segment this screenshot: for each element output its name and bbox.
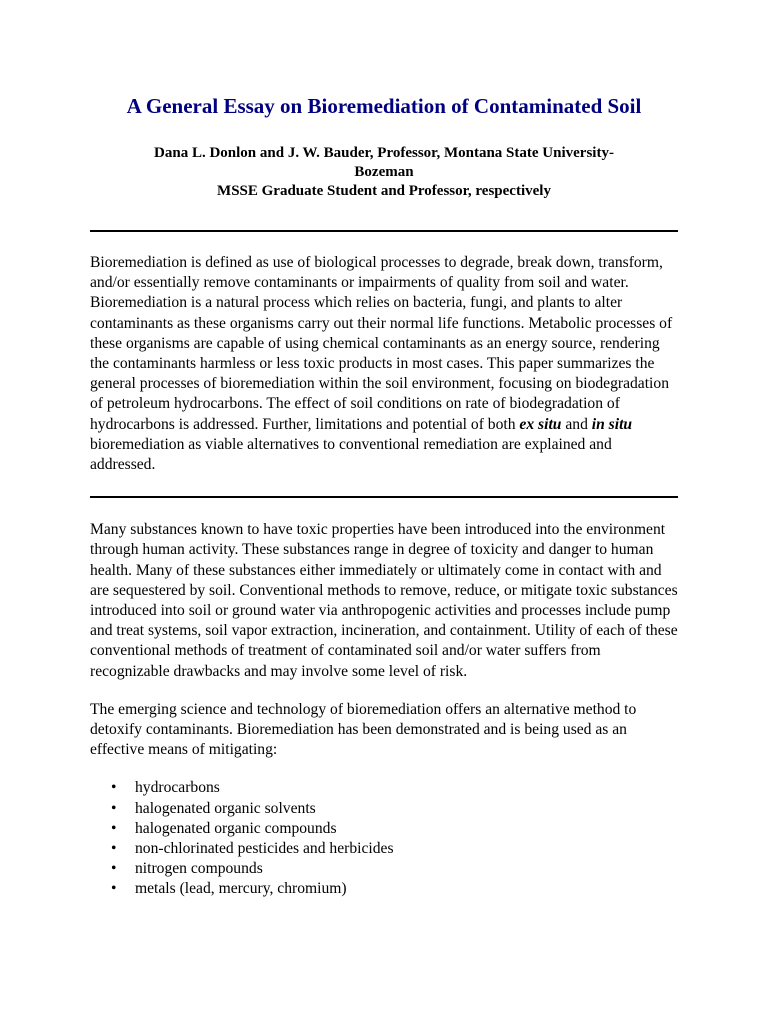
bullet-glyph: • xyxy=(111,860,117,878)
list-item xyxy=(111,839,678,859)
bullet-glyph: • xyxy=(111,880,117,898)
bullet-glyph: • xyxy=(111,799,117,817)
ex-situ-term: ex situ xyxy=(519,415,562,433)
abstract-text-end: bioremediation as viable alternatives to conventional remediation are explained and addressed. xyxy=(90,435,612,474)
bullet-glyph: • xyxy=(111,779,117,797)
list-item-text: halogenated organic compounds xyxy=(135,819,337,837)
list-item xyxy=(111,778,678,798)
intro-paragraph: Many substances known to have toxic properties have been introduced into the environment through human activity. These substances range in degree of toxicity and danger to human health. Many of these substances either immediately or ultimately come in contact with and are sequestered by soil. Conventional methods to remove, reduce, or mitigate toxic substances introduced into soil or ground water via anthropogenic activities and processes include pump and treat systems, soil vapor extraction, incineration, and containment. Utility of each of these conventional methods of treatment of contaminated soil and/or water suffers from recognizable drawbacks and may involve some level of risk. xyxy=(90,521,678,680)
list-item xyxy=(111,879,678,899)
list-item xyxy=(111,859,678,879)
authors-affiliation: MSSE Graduate Student and Professor, respectively xyxy=(217,183,551,199)
abstract-paragraph xyxy=(90,253,678,475)
abstract-and: and xyxy=(561,415,592,433)
list-item-text: halogenated organic solvents xyxy=(135,799,316,817)
contaminant-list xyxy=(90,778,678,899)
abstract-text: Bioremediation is defined as use of biological processes to degrade, break down, transform, and/or essentially remove contaminants or impairments of quality from soil and water. Bioremediation is a natural process which relies on bacteria, fungi, and plants to alter contaminants as these organisms carry out their normal life functions. Metabolic processes of these organisms are capable of using chemical contaminants as an energy source, rendering the contaminants harmless or less toxic products in most cases. This paper summarizes the general processes of bioremediation within the soil environment, focusing on biodegradation of petroleum hydrocarbons. The effect of soil conditions on rate of biodegradation of hydrocarbons is addressed. Further, limitations and potential of both xyxy=(90,254,673,433)
bullet-glyph: • xyxy=(111,819,117,837)
in-situ-term: in situ xyxy=(591,415,633,433)
document-title: A General Essay on Bioremediation of Contaminated Soil xyxy=(126,94,642,118)
list-item xyxy=(111,799,678,819)
divider-top xyxy=(90,230,678,232)
list-item-text: nitrogen compounds xyxy=(135,860,263,878)
author-block xyxy=(90,144,678,201)
emerging-paragraph: The emerging science and technology of bioremediation offers an alternative method to detoxify contaminants. Bioremediation has been demonstrated and is being used as an effective means of mitigating: xyxy=(90,700,637,759)
list-item xyxy=(111,819,678,839)
list-item-text: hydrocarbons xyxy=(135,779,220,797)
authors-line: Dana L. Donlon and J. W. Bauder, Professor, Montana State University- xyxy=(154,145,614,161)
bullet-glyph: • xyxy=(111,840,117,858)
divider-middle xyxy=(90,496,678,498)
list-item-text: metals (lead, mercury, chromium) xyxy=(135,880,347,898)
list-item-text: non-chlorinated pesticides and herbicides xyxy=(135,840,394,858)
authors-line-continued: Bozeman xyxy=(354,164,414,180)
